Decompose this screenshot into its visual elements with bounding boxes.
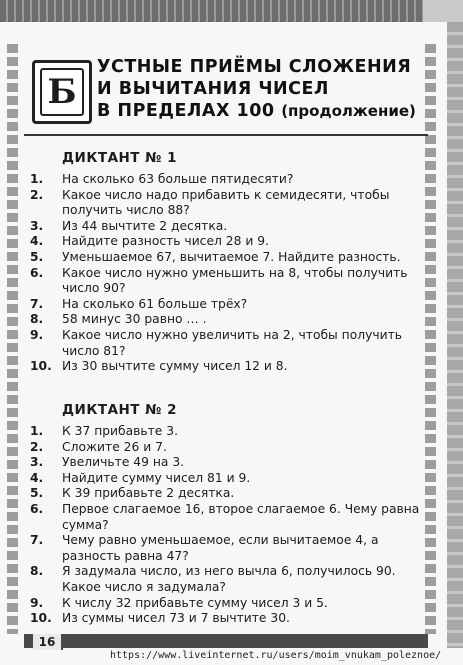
title-line-2: И ВЫЧИТАНИЯ ЧИСЕЛ (97, 79, 329, 99)
item-text: Чему равно уменьшаемое, если вычитаемое 4, а разность равна 47? (62, 533, 379, 563)
item-number: 10. (30, 611, 52, 626)
item-text: Уменьшаемое 67, вычитаемое 7. Найдите разность. (62, 249, 401, 264)
title-line-1: УСТНЫЕ ПРИЁМЫ СЛОЖЕНИЯ (97, 57, 412, 77)
item-number: 3. (30, 218, 44, 233)
list-item (30, 564, 422, 595)
item-number: 5. (30, 249, 44, 264)
list-item (30, 266, 422, 297)
right-decorative-band (447, 22, 463, 648)
item-text: Из 30 вычтите сумму чисел 12 и 8. (62, 359, 288, 374)
list-item (30, 471, 422, 487)
item-number: 1. (30, 424, 44, 438)
list-item (30, 455, 422, 471)
list-item (30, 611, 422, 627)
item-number: 4. (30, 470, 44, 485)
list-item (30, 234, 422, 250)
title-line-3-main: В ПРЕДЕЛАХ 100 (97, 101, 275, 121)
title-suffix: (продолжение) (281, 102, 416, 120)
page-title (97, 56, 417, 122)
item-text: К 37 прибавьте 3. (62, 424, 179, 438)
item-text: Найдите сумму чисел 81 и 9. (62, 470, 251, 485)
item-text: К 39 прибавьте 2 десятка. (62, 486, 235, 501)
list-item (30, 486, 422, 502)
item-text: 58 минус 30 равно … . (62, 312, 207, 327)
list-item (30, 533, 422, 564)
item-number: 2. (30, 187, 44, 202)
list-item (30, 440, 422, 456)
list-item (30, 359, 422, 375)
item-text: На сколько 63 больше пятидесяти? (62, 172, 294, 186)
item-text: К числу 32 прибавьте сумму чисел 3 и 5. (62, 595, 328, 610)
dictation-1-list (30, 172, 422, 375)
header-divider (24, 134, 428, 136)
item-text: Из 44 вычтите 2 десятка. (62, 218, 228, 233)
item-number: 9. (30, 327, 44, 342)
item-number: 9. (30, 595, 44, 610)
item-number: 6. (30, 265, 44, 280)
dictation-1 (30, 150, 422, 375)
item-text: На сколько 61 больше трёх? (62, 296, 248, 311)
chapter-logo (32, 60, 92, 124)
item-text: Какое число надо прибавить к семидесяти, чтобы получить число 88? (62, 187, 390, 218)
top-strip-light-segment (423, 0, 463, 22)
list-item (30, 188, 422, 219)
item-text: Сложите 26 и 7. (62, 439, 167, 454)
watermark-url: https://www.liveinternet.ru/users/moim_vnukam_poleznoe/ (110, 650, 442, 661)
item-text: Какое число нужно увеличить на 2, чтобы получить число 81? (62, 327, 403, 358)
top-decorative-strip (0, 0, 463, 22)
item-number: 2. (30, 439, 44, 454)
list-item (30, 502, 422, 533)
item-number: 7. (30, 533, 44, 548)
list-item (30, 312, 422, 328)
item-text: Увеличьте 49 на 3. (62, 455, 185, 470)
title-line-3 (97, 100, 417, 122)
item-text: Найдите разность чисел 28 и 9. (62, 234, 269, 249)
left-decorative-rail (7, 44, 18, 634)
item-number: 6. (30, 501, 44, 516)
list-item (30, 172, 422, 188)
list-item (30, 219, 422, 235)
item-number: 3. (30, 455, 44, 470)
footer-bar (24, 634, 428, 648)
dictation-2 (30, 402, 422, 627)
list-item (30, 596, 422, 612)
item-text: Первое слагаемое 16, второе слагаемое 6. Чему равна сумма? (62, 501, 420, 532)
item-number: 10. (30, 359, 52, 374)
item-number: 8. (30, 312, 44, 327)
item-number: 7. (30, 296, 44, 311)
list-item (30, 250, 422, 266)
chapter-logo-letter: Б (40, 68, 84, 116)
right-decorative-rail (425, 44, 436, 634)
item-number: 1. (30, 172, 44, 186)
dictation-2-list (30, 424, 422, 627)
list-item (30, 328, 422, 359)
dictation-1-title: ДИКТАНТ № 1 (62, 150, 178, 166)
item-text: Из суммы чисел 73 и 7 вычтите 30. (62, 611, 290, 626)
item-number: 4. (30, 234, 44, 249)
list-item (30, 297, 422, 313)
item-text: Какое число нужно уменьшить на 8, чтобы получить число 90? (62, 265, 408, 296)
item-text: Я задумала число, из него вычла 6, получилось 90. Какое число я задумала? (62, 564, 396, 594)
list-item (30, 424, 422, 440)
item-number: 5. (30, 486, 44, 501)
item-number: 8. (30, 564, 44, 579)
dictation-2-title: ДИКТАНТ № 2 (62, 402, 178, 418)
page-number: 16 (33, 634, 63, 650)
